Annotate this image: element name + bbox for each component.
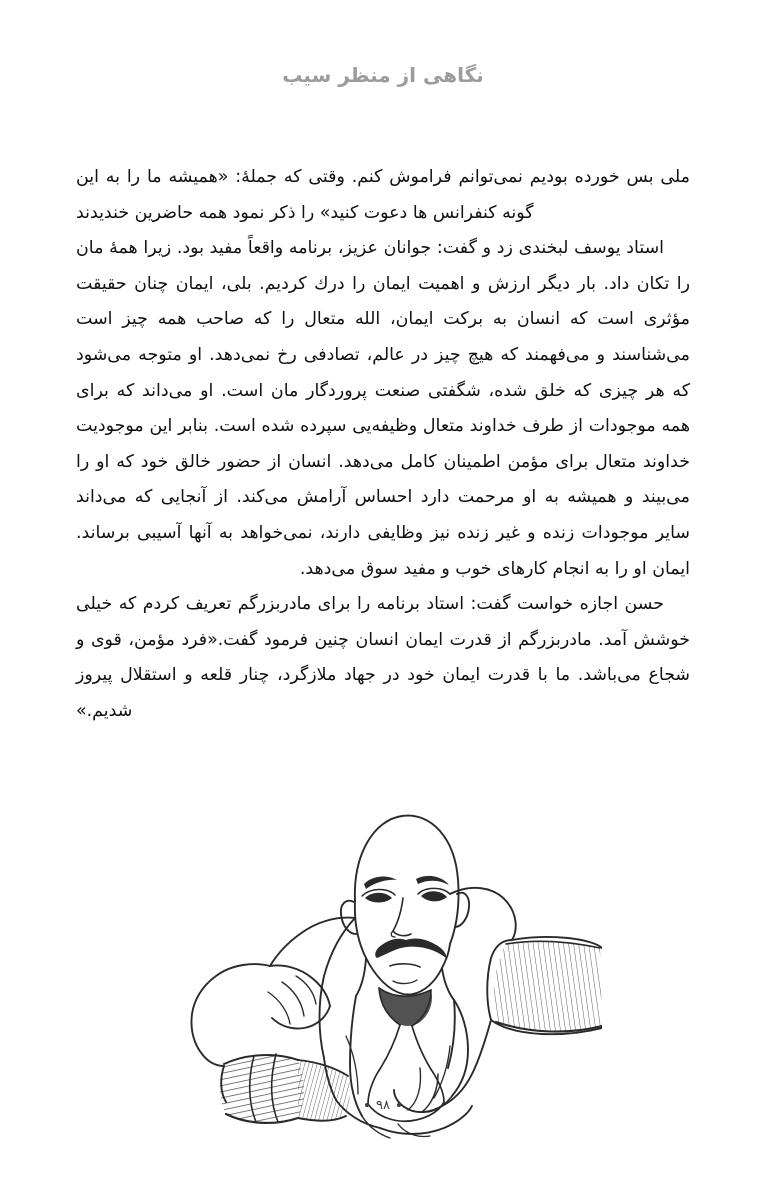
eye-left	[365, 893, 392, 903]
neck-right	[442, 968, 454, 1000]
mouth	[390, 964, 420, 967]
robe-drape-bottom	[368, 1102, 444, 1121]
robe-left-outer	[320, 918, 356, 1058]
eye-right	[421, 891, 447, 901]
left-cuff-hatching	[220, 1055, 304, 1123]
page-header-title: نگاهی از منظر سیب	[282, 63, 484, 87]
illustration-man-leaning-forward	[150, 806, 602, 1188]
left-sleeve-back-edge	[191, 1014, 224, 1066]
paragraph-1: ملی بس خورده بودیم نمی‌توانم فراموش کنم. وقتی که جملهٔ: «همیشه ما را به این گونه کنفرانس ها دعوت کنید» را ذکر نمود همه حاضرین خندیدند	[76, 167, 690, 223]
right-hand-fold-2	[422, 1074, 438, 1112]
nose	[393, 898, 411, 936]
chin-crease	[393, 980, 417, 984]
folio-number: ۹۸	[376, 1098, 390, 1113]
left-sleeve-crease-3	[268, 992, 290, 1024]
mustache	[375, 938, 446, 958]
right-hand-fold-1	[428, 1096, 452, 1112]
paragraph-3: حسن اجازه خواست گفت: استاد برنامه را برای مادربزرگم تعریف کردم که خیلی خوشش آمد. مادربزرگم از قدرت ایمان انسان چنین فرمود گفت.«فرد مؤمن، قوی و شجاع می‌باشد. ما با قدرت ایمان خود در جهاد ملازگرد، چنار قلعه و استقلال پیروز شدیم.»	[76, 594, 690, 721]
robe-drape-right	[412, 1026, 444, 1102]
eyebrow-left	[364, 877, 397, 889]
robe-drape-left	[368, 1025, 400, 1104]
right-shoulder-top	[450, 888, 516, 940]
left-upper-sleeve-top	[192, 964, 270, 1014]
line-drawing-svg	[150, 806, 602, 1188]
left-sleeve-fold-inner	[272, 1006, 330, 1029]
left-forearm-hatching	[298, 1060, 350, 1121]
eyebrow-right	[416, 876, 449, 885]
neck-left	[356, 958, 366, 996]
body-text-block	[76, 160, 690, 730]
robe-hem-fold-2	[398, 1124, 430, 1137]
right-hand-fold-3	[408, 1068, 421, 1110]
right-arm-hatching	[493, 941, 602, 1031]
left-shoulder-top	[270, 918, 355, 966]
robe-inner-left-panel	[350, 996, 362, 1116]
paragraph-2: استاد یوسف لبخندی زد و گفت: جوانان عزیز، برنامه واقعاً مفید بود. زیرا همهٔ مان را تکان داد. بار دیگر ارزش و اهمیت ایمان را درك کردیم. بلی، ایمان چنان حقیقت مؤثری است که انسان به برکت ایمان، الله متعال را که صاحب همه چیز است می‌شناسند و می‌فهمند که هیچ چیز در عالم، تصادفی رخ نمی‌دهد. او متوجه می‌شود که هر چیزی که خلق شده، شگفتی صنعت پروردگار مان است. او می‌داند که برای همه موجودات از طرف خداوند متعال وظیفه‌یی سپرده شده است. بنابر این موجودیت خداوند متعال برای مؤمن اطمینان کامل می‌دهد. انسان از حضور خالق خود که او را می‌بیند و همیشه به او مرحمت دارد احساس آرامش می‌کند. از آنجایی که می‌داند سایر موجودات زنده و غیر زنده نیز وظایفی دارند، نمی‌خواهد به آنها آسیبی برساند. ایمان او را به انجام کارهای خوب و مفید سوق می‌دهد.	[76, 238, 690, 579]
